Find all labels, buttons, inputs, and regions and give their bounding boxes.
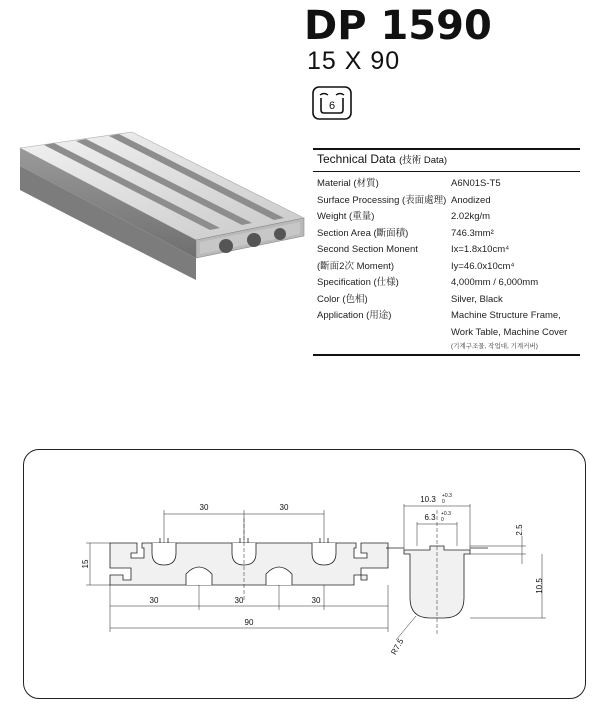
technical-data-table (313, 148, 580, 356)
dim-top-2: 30 (279, 503, 289, 512)
spec-key: Second Section Monent (317, 244, 418, 255)
dim-bottom-1: 30 (149, 596, 159, 605)
spec-value: Machine Structure Frame, (451, 310, 561, 321)
spec-value: 2.02kg/m (451, 211, 491, 222)
dim-bottom-2: 30 (234, 596, 244, 605)
spec-row (317, 242, 580, 259)
technical-data-body (313, 172, 580, 356)
dim-slot-inner-tol-bottom: 0 (441, 517, 444, 523)
technical-data-title: Technical Data (317, 152, 396, 166)
spec-row (317, 325, 580, 342)
spec-key: Application (用途) (317, 310, 392, 321)
technical-drawing (24, 450, 585, 698)
dim-slot-outer: 10.3 (420, 495, 436, 504)
spec-row (317, 308, 580, 325)
spec-value: Ix=1.8x10cm⁴ (451, 244, 510, 255)
spec-row (317, 292, 580, 309)
spec-value: 746.3mm² (451, 227, 494, 239)
spec-key: Material (材質) (317, 178, 379, 189)
spec-key: Section Area (斷面積) (317, 227, 409, 239)
technical-data-title-cn: (技術 Data) (399, 155, 448, 166)
spec-row (317, 176, 580, 193)
dim-slot-outer-tol-top: +0.3 (442, 493, 452, 499)
application-note: (기계구조물, 작업대, 기계커버) (451, 343, 538, 350)
profile-render-image (14, 128, 308, 296)
spec-key: Color (色相) (317, 293, 368, 305)
spec-row (317, 275, 580, 292)
dim-slot-top-depth: 2.5 (515, 524, 524, 536)
dim-bottom-3: 30 (311, 596, 321, 605)
spec-value: Anodized (451, 194, 491, 206)
spec-value: 4,000mm / 6,000mm (451, 277, 539, 288)
spec-row (317, 226, 580, 243)
spec-key: (斷面2次 Moment) (317, 260, 395, 272)
spec-row (317, 193, 580, 210)
dim-slot-inner: 6.3 (424, 513, 436, 522)
spec-row (317, 259, 580, 276)
technical-data-heading (313, 148, 580, 172)
spec-value: Work Table, Machine Cover (451, 326, 568, 338)
dim-slot-outer-tol-bottom: 0 (442, 499, 445, 505)
dim-top-1: 30 (199, 503, 209, 512)
spec-value: Iy=46.0x10cm⁴ (451, 260, 515, 272)
spec-key: Surface Processing (表面處理) (317, 194, 447, 206)
product-title: DP 1590 (304, 3, 492, 49)
technical-drawing-panel (23, 449, 586, 699)
spec-key: Specification (仕様) (317, 277, 399, 288)
product-size: 15 X 90 (307, 47, 401, 75)
dim-height: 15 (81, 559, 90, 569)
spec-row (317, 209, 580, 226)
tap-size-label: 6 (328, 100, 336, 112)
dim-radius: R7.5 (389, 637, 406, 657)
spec-value: A6N01S-T5 (451, 178, 501, 189)
spec-key: Weight (重量) (317, 211, 375, 222)
dim-slot-depth: 10.5 (535, 578, 544, 594)
tap-size-icon (312, 86, 352, 120)
spec-value: Silver, Black (451, 293, 503, 305)
dim-slot-inner-tol-top: +0.3 (441, 511, 451, 517)
dim-overall-width: 90 (244, 618, 254, 627)
spec-key (317, 325, 451, 342)
